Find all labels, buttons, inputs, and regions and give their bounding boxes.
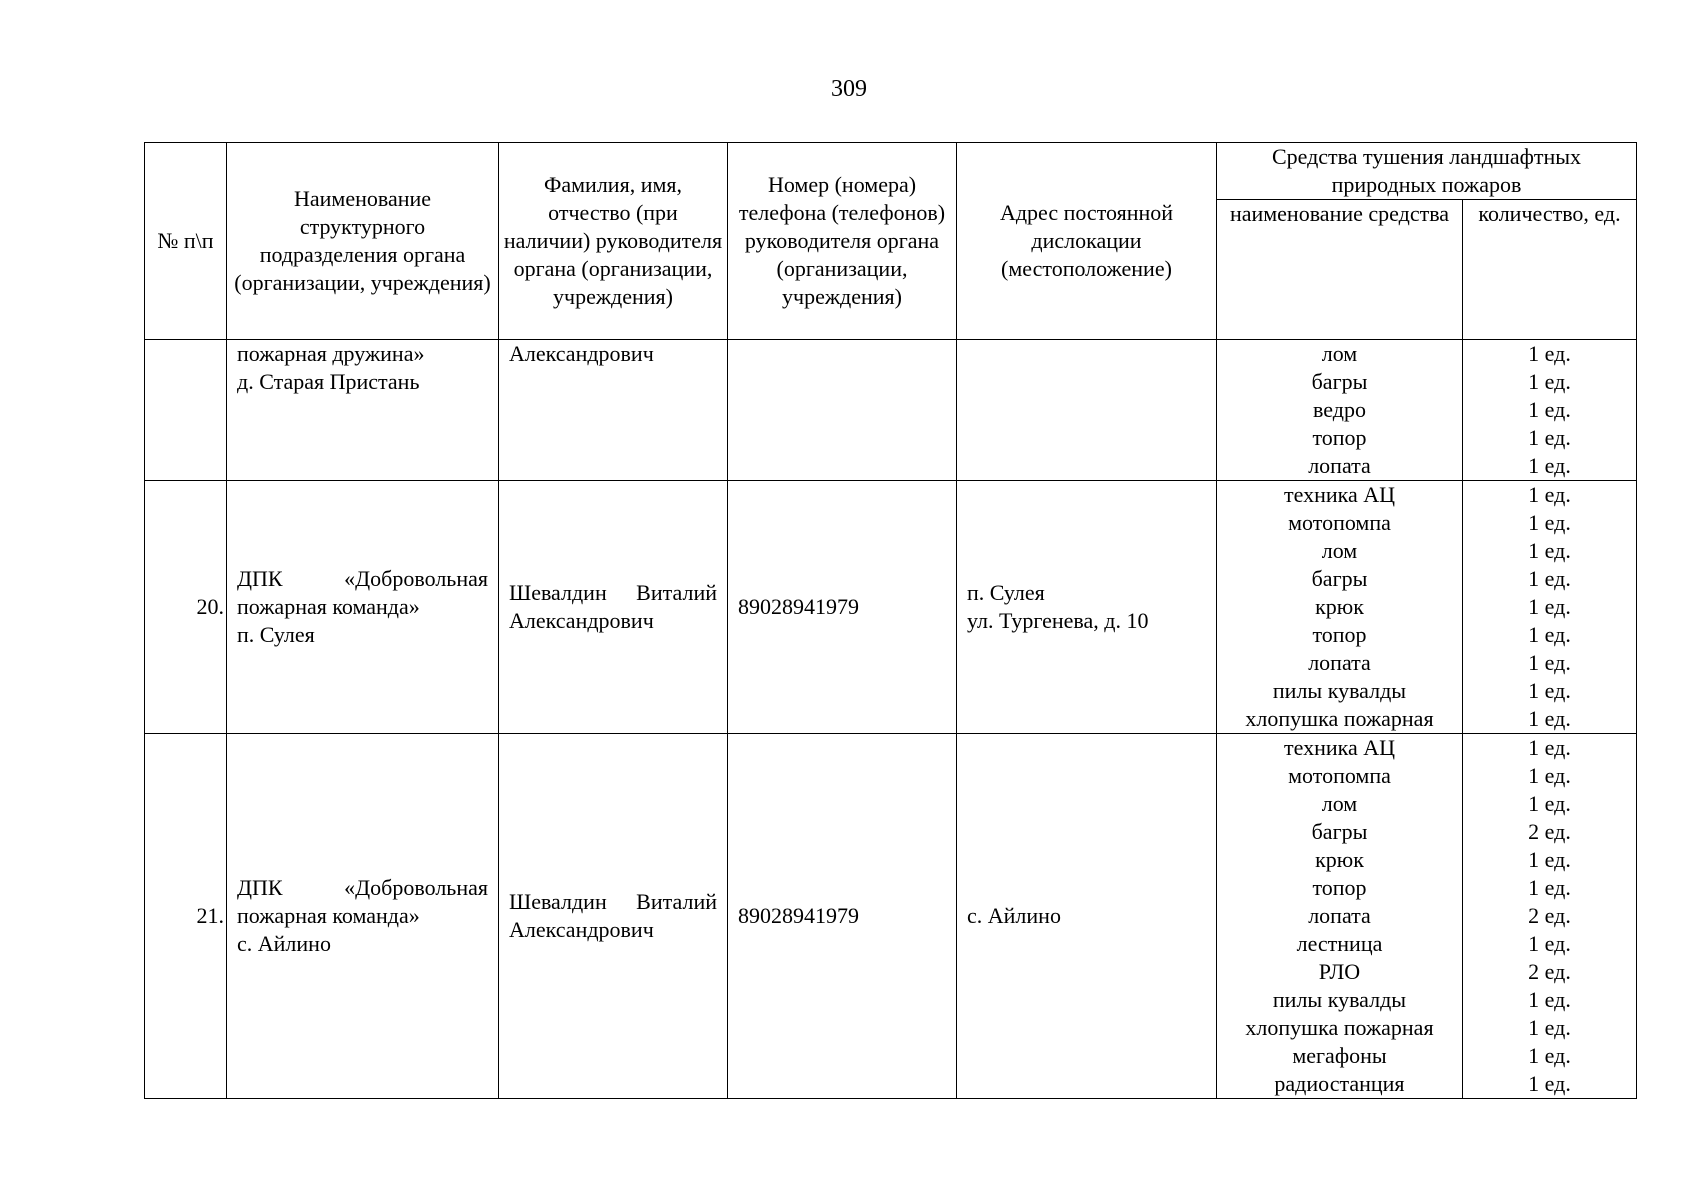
fire-means-table <box>144 142 1637 1099</box>
means-qty: 1 ед. <box>1528 735 1571 760</box>
header-head: Фамилия, имя, отчество (при наличии) руководителя органа (организации, учреждения) <box>499 143 728 340</box>
means-qty: 1 ед. <box>1528 875 1571 900</box>
unit-name-cell <box>227 340 499 481</box>
head-name-line: Александрович <box>509 341 654 366</box>
means-name: багры <box>1311 819 1368 844</box>
header-means-name: наименование средства <box>1217 200 1463 340</box>
means-name-cell <box>1217 481 1463 734</box>
address-cell <box>957 481 1217 734</box>
means-name: техника АЦ <box>1283 482 1396 507</box>
address-cell <box>957 734 1217 1099</box>
unit-name-line: с. Айлино <box>237 931 331 956</box>
means-qty: 1 ед. <box>1528 538 1571 563</box>
means-name: хлопушка пожарная <box>1245 1015 1434 1040</box>
table-body <box>145 340 1637 1099</box>
head-name-line: Александрович <box>509 917 654 942</box>
row-number <box>145 340 227 481</box>
page-number: 309 <box>831 76 867 102</box>
means-name: лопата <box>1308 903 1371 928</box>
means-qty-cell <box>1463 734 1637 1099</box>
means-qty: 1 ед. <box>1528 566 1571 591</box>
header-means-qty: количество, ед. <box>1463 200 1637 340</box>
means-qty: 1 ед. <box>1528 678 1571 703</box>
means-name: лом <box>1321 538 1358 563</box>
means-qty: 1 ед. <box>1528 931 1571 956</box>
header-phone: Номер (номера) телефона (телефонов) руководителя органа (организации, учреждения) <box>728 143 957 340</box>
unit-name-line: ДПК «Добровольная <box>237 566 488 591</box>
head-name-cell <box>499 340 728 481</box>
unit-name-line: пожарная дружина» <box>237 341 425 366</box>
means-name-cell <box>1217 340 1463 481</box>
means-name: мотопомпа <box>1288 510 1391 535</box>
means-name: мегафоны <box>1292 1043 1387 1068</box>
means-name: крюк <box>1315 847 1364 872</box>
means-qty: 1 ед. <box>1528 594 1571 619</box>
means-name: топор <box>1312 622 1367 647</box>
table-row <box>145 340 1637 481</box>
means-qty: 2 ед. <box>1528 903 1571 928</box>
means-name: лом <box>1321 791 1358 816</box>
means-name: ведро <box>1313 397 1366 422</box>
address-cell <box>957 340 1217 481</box>
means-qty: 1 ед. <box>1528 397 1571 422</box>
means-qty: 1 ед. <box>1528 482 1571 507</box>
means-qty: 1 ед. <box>1528 1043 1571 1068</box>
means-name-cell <box>1217 734 1463 1099</box>
means-qty: 1 ед. <box>1528 706 1571 731</box>
means-qty: 1 ед. <box>1528 1071 1571 1096</box>
means-name: пилы кувалды <box>1272 987 1407 1012</box>
means-name: багры <box>1311 566 1368 591</box>
means-qty: 1 ед. <box>1528 763 1571 788</box>
means-qty: 1 ед. <box>1528 341 1571 366</box>
means-qty: 1 ед. <box>1528 622 1571 647</box>
means-name: техника АЦ <box>1283 735 1396 760</box>
head-name-cell <box>499 734 728 1099</box>
header-address: Адрес постоянной дислокации (местоположение) <box>957 143 1217 340</box>
means-name: крюк <box>1315 594 1364 619</box>
unit-name-cell <box>227 734 499 1099</box>
means-name: лопата <box>1308 453 1371 478</box>
address-line: ул. Тургенева, д. 10 <box>967 608 1149 633</box>
means-name: топор <box>1312 875 1367 900</box>
means-qty-cell <box>1463 340 1637 481</box>
header-means-group: Средства тушения ландшафтных природных пожаров <box>1217 143 1637 200</box>
row-number: 21. <box>145 734 227 1099</box>
means-name: топор <box>1312 425 1367 450</box>
means-qty: 1 ед. <box>1528 650 1571 675</box>
unit-name-line: пожарная команда» <box>237 903 420 928</box>
means-name: лестница <box>1296 931 1383 956</box>
header-num: № п\п <box>145 143 227 340</box>
unit-name-line: п. Сулея <box>237 622 315 647</box>
table-header <box>145 143 1637 340</box>
means-qty: 1 ед. <box>1528 847 1571 872</box>
means-qty: 2 ед. <box>1528 959 1571 984</box>
phone-cell <box>728 340 957 481</box>
address-line: п. Сулея <box>967 580 1045 605</box>
means-qty: 1 ед. <box>1528 1015 1571 1040</box>
means-qty-cell <box>1463 481 1637 734</box>
means-name: лом <box>1321 341 1358 366</box>
header-name: Наименование структурного подразделения органа (организации, учреждения) <box>227 143 499 340</box>
means-name: багры <box>1311 369 1368 394</box>
means-qty: 1 ед. <box>1528 369 1571 394</box>
means-qty: 1 ед. <box>1528 453 1571 478</box>
means-name: мотопомпа <box>1288 763 1391 788</box>
unit-name-cell <box>227 481 499 734</box>
means-qty: 1 ед. <box>1528 510 1571 535</box>
means-name: пилы кувалды <box>1272 678 1407 703</box>
means-name: радиостанция <box>1274 1071 1405 1096</box>
means-name: хлопушка пожарная <box>1245 706 1434 731</box>
unit-name-line: ДПК «Добровольная <box>237 875 488 900</box>
unit-name-line: пожарная команда» <box>237 594 420 619</box>
table-row <box>145 734 1637 1099</box>
means-qty: 2 ед. <box>1528 819 1571 844</box>
row-number: 20. <box>145 481 227 734</box>
means-name: РЛО <box>1318 959 1361 984</box>
means-qty: 1 ед. <box>1528 791 1571 816</box>
head-name-cell <box>499 481 728 734</box>
means-qty: 1 ед. <box>1528 425 1571 450</box>
head-name-line: Александрович <box>509 608 654 633</box>
table-row <box>145 481 1637 734</box>
phone-cell: 89028941979 <box>728 481 957 734</box>
means-name: лопата <box>1308 650 1371 675</box>
phone-cell: 89028941979 <box>728 734 957 1099</box>
head-name-line: Шевалдин Виталий <box>509 580 717 605</box>
address-line: с. Айлино <box>967 903 1061 928</box>
means-qty: 1 ед. <box>1528 987 1571 1012</box>
head-name-line: Шевалдин Виталий <box>509 889 717 914</box>
unit-name-line: д. Старая Пристань <box>237 369 420 394</box>
